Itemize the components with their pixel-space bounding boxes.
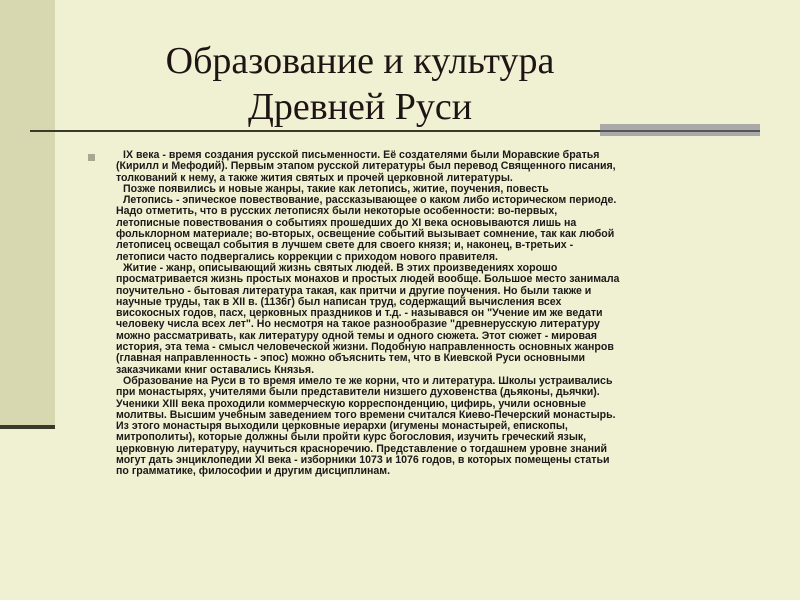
body-text (116, 150, 766, 478)
title-accent-line (600, 130, 760, 132)
left-decor-band-lower (0, 428, 55, 600)
slide-title (60, 38, 660, 130)
title-line-2: Древней Руси (247, 86, 473, 128)
left-band-rule (0, 425, 55, 429)
paragraph-hagiography: Житие - жанр, описывающий жизнь святых людей. В этих произведениях хорошо просматривается жизнь простых монахов и простых людей вообще. Большое место занимала поучительно - бытовая литература такая, как притчи и другие поучения. Но были также и научные труды, так в XII в. (1136г) был написан труд, содержащий вычисления всех високосных годов, пасх, церковных праздников и т.д. - назывався он "Учение им же ведати человеку числа всех лет". Но несмотря на такое разнообразие "древнерусскую литературу можно рассматривать, как литературу одной темы и одного сюжета. Этот сюжет - мировая история, эта тема - смысл человеческой жизни. Подобную направленность основных жанров (главная направленность - эпос) можно объяснить тем, что в Киевской Руси основными заказчиками книг оставались Князья. (116, 261, 620, 376)
title-underline (30, 130, 600, 132)
paragraph-writing: IX века - время создания русской письменности. Её создателями были Моравские братья (Кирилл и Мефодий). Первым этапом русской литературы был перевод Священного писания, толкований к нему, а также жития святых и прочей церковной литературы. (116, 149, 616, 184)
paragraph-education: Образование на Руси в то время имело те же корни, что и литература. Школы устраивались при монастырях, учителями были представители низшего духовенства (дьяконы, дьячки). Ученики XIII века проходили коммерческую корреспонденцию, цифирь, учили основные молитвы. Высшим учебным заведением того времени считался Киево-Печерский монастырь. Из этого монастыря выходили церковные иерархи (игумены монастырей, епископы, митрополиты), которые должны были пройти курс богословия, изучить греческий язык, церковную литературу, научиться красноречию. Представление о тогдашнем уровне знаний могут дать энциклопедии XI века - изборники 1073 и 1076 годов, в которых помещены статьи по грамматике, философии и другим дисциплинам. (116, 374, 616, 478)
title-line-1: Образование и культура (165, 40, 555, 82)
bullet-icon (88, 154, 95, 161)
paragraph-genres: Позже появились и новые жанры, такие как летопись, житие, поучения, повесть (123, 182, 549, 195)
paragraph-chronicle: Летопись - эпическое повествование, рассказывающее о каком либо историческом периоде. Надо отметить, что в русских летописях были некоторые особенности: во-первых, летописные повествования о событиях прошедших до XI века основываются лишь на фольклорном материале; во-вторых, освещение событий вызывает сомнение, так как любой летописец освещал события в лучшем свете для своего князя; и, наконец, в-третьих - летописи часто подвергались коррекции с приходом нового правителя. (116, 194, 617, 263)
